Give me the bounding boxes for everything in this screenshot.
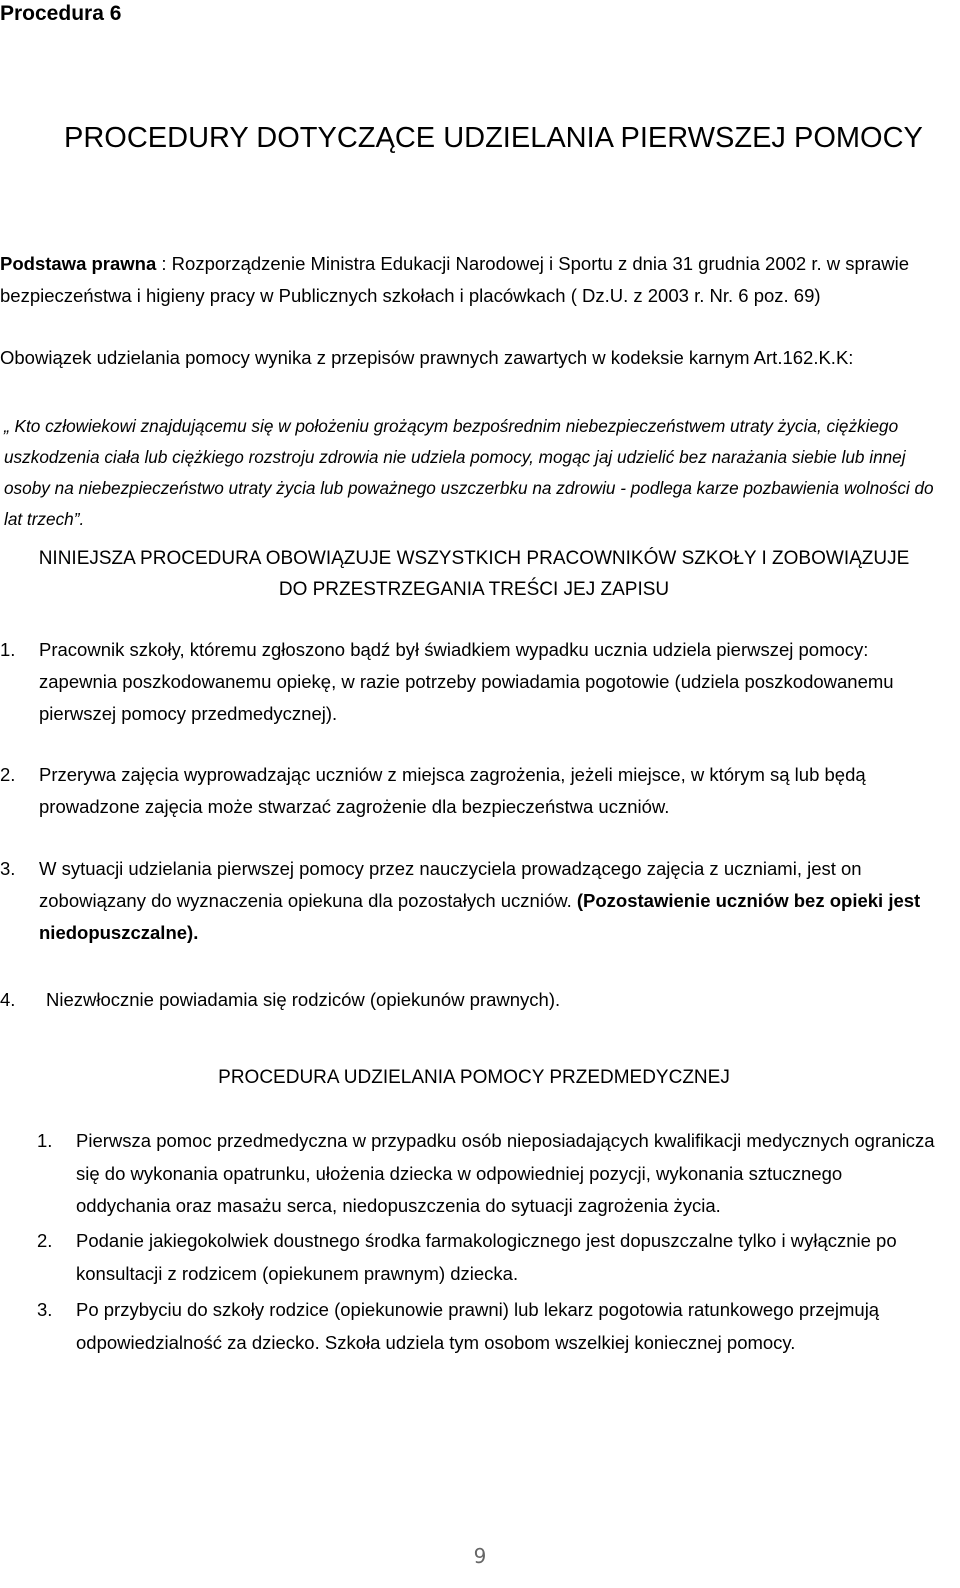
item-number: 2.: [37, 1230, 53, 1251]
item-text: W sytuacji udzielania pierwszej pomocy przez nauczyciela prowadzącego zajęcia z uczniami, jest on zobowiązany do wyznaczenia opiekuna dla pozostałych uczniów.: [39, 858, 862, 911]
premedical-section-title: PROCEDURA UDZIELANIA POMOCY PRZEDMEDYCZNEJ: [218, 1067, 730, 1088]
page-title: PROCEDURY DOTYCZĄCE UDZIELANIA PIERWSZEJ POMOCY: [64, 122, 923, 154]
procedure-item-1: [0, 634, 950, 734]
item-number: 2.: [0, 764, 16, 785]
procedure-item-4: [0, 984, 950, 1024]
item-text: Pracownik szkoły, któremu zgłoszono bądź był świadkiem wypadku ucznia udziela pierwszej pomocy: zapewnia poszkodowanemu opiekę, w razie potrzeby powiadamia pogotowie (udziela poszkodowanemu pierwszej pomocy przedmedycznej).: [39, 639, 894, 724]
page-number: 9: [473, 1544, 487, 1568]
item-text-wrapper: [39, 853, 949, 949]
legal-basis-label: Podstawa prawna: [0, 253, 157, 274]
item-number: 3.: [37, 1299, 53, 1320]
procedure-item-3: [0, 853, 950, 953]
binding-notice-line-2: DO PRZESTRZEGANIA TREŚCI JEJ ZAPISU: [278, 579, 670, 600]
premedical-item-3: [0, 1294, 940, 1364]
item-number: 1.: [0, 639, 16, 660]
item-text: Po przybyciu do szkoły rodzice (opiekunowie prawni) lub lekarz pogotowia ratunkowego przejmują odpowiedzialność za dziecko. Szkoła udziela tym osobom wszelkiej koniecznej pomocy.: [76, 1299, 880, 1353]
legal-basis-paragraph: [0, 248, 948, 312]
legal-basis-text: : Rozporządzenie Ministra Edukacji Narodowej i Sportu z dnia 31 grudnia 2002 r. w sprawie bezpieczeństwa i higieny pracy w Publicznych szkołach i placówkach ( Dz.U. z 2003 r. Nr. 6 poz. 69): [0, 253, 909, 306]
obligation-paragraph: Obowiązek udzielania pomocy wynika z przepisów prawnych zawartych w kodeksie karnym Art.162.K.K:: [0, 347, 854, 368]
procedure-item-2: [0, 759, 950, 829]
binding-notice-line-1: NINIEJSZA PROCEDURA OBOWIĄZUJE WSZYSTKICH PRACOWNIKÓW SZKOŁY I ZOBOWIĄZUJE: [38, 548, 910, 569]
item-bold-text: (Pozostawienie uczniów bez opieki jest niedopuszczalne).: [39, 890, 921, 943]
procedure-label: Procedura 6: [0, 2, 122, 25]
item-number: 3.: [0, 858, 16, 879]
premedical-item-1: [0, 1125, 940, 1225]
criminal-code-quote: „ Kto człowiekowi znajdującemu się w położeniu grożącym bezpośrednim niebezpieczeństwem utraty życia, ciężkiego uszkodzenia ciała lub ciężkiego rozstroju zdrowia nie udziela pomocy, mogąc jaj udzielić bez narażania siebie lub innej osoby na niebezpieczeństwo utraty życia lub poważnego uszczerbku na zdrowiu - podlega karze pozbawienia wolności do lat trzech”.: [4, 416, 934, 529]
item-text: Przerywa zajęcia wyprowadzając uczniów z miejsca zagrożenia, jeżeli miejsce, w którym są lub będą prowadzone zajęcia może stwarzać zagrożenie dla bezpieczeństwa uczniów.: [39, 764, 866, 817]
item-text: Pierwsza pomoc przedmedyczna w przypadku osób nieposiadających kwalifikacji medycznych ogranicza się do wykonania opatrunku, ułożenia dziecka w odpowiedniej pozycji, wykonania sztucznego oddychania oraz masażu serca, niedopuszczenia do sytuacji zagrożenia życia.: [76, 1130, 935, 1216]
item-number: 1.: [37, 1130, 53, 1151]
premedical-item-2: [0, 1225, 940, 1295]
item-number: 4.: [0, 989, 16, 1010]
item-text: Niezwłocznie powiadamia się rodziców (opiekunów prawnych).: [46, 989, 561, 1010]
item-text: Podanie jakiegokolwiek doustnego środka farmakologicznego jest dopuszczalne tylko i wyłącznie po konsultacji z rodzicem (opiekunem prawnym) dziecka.: [76, 1230, 897, 1284]
